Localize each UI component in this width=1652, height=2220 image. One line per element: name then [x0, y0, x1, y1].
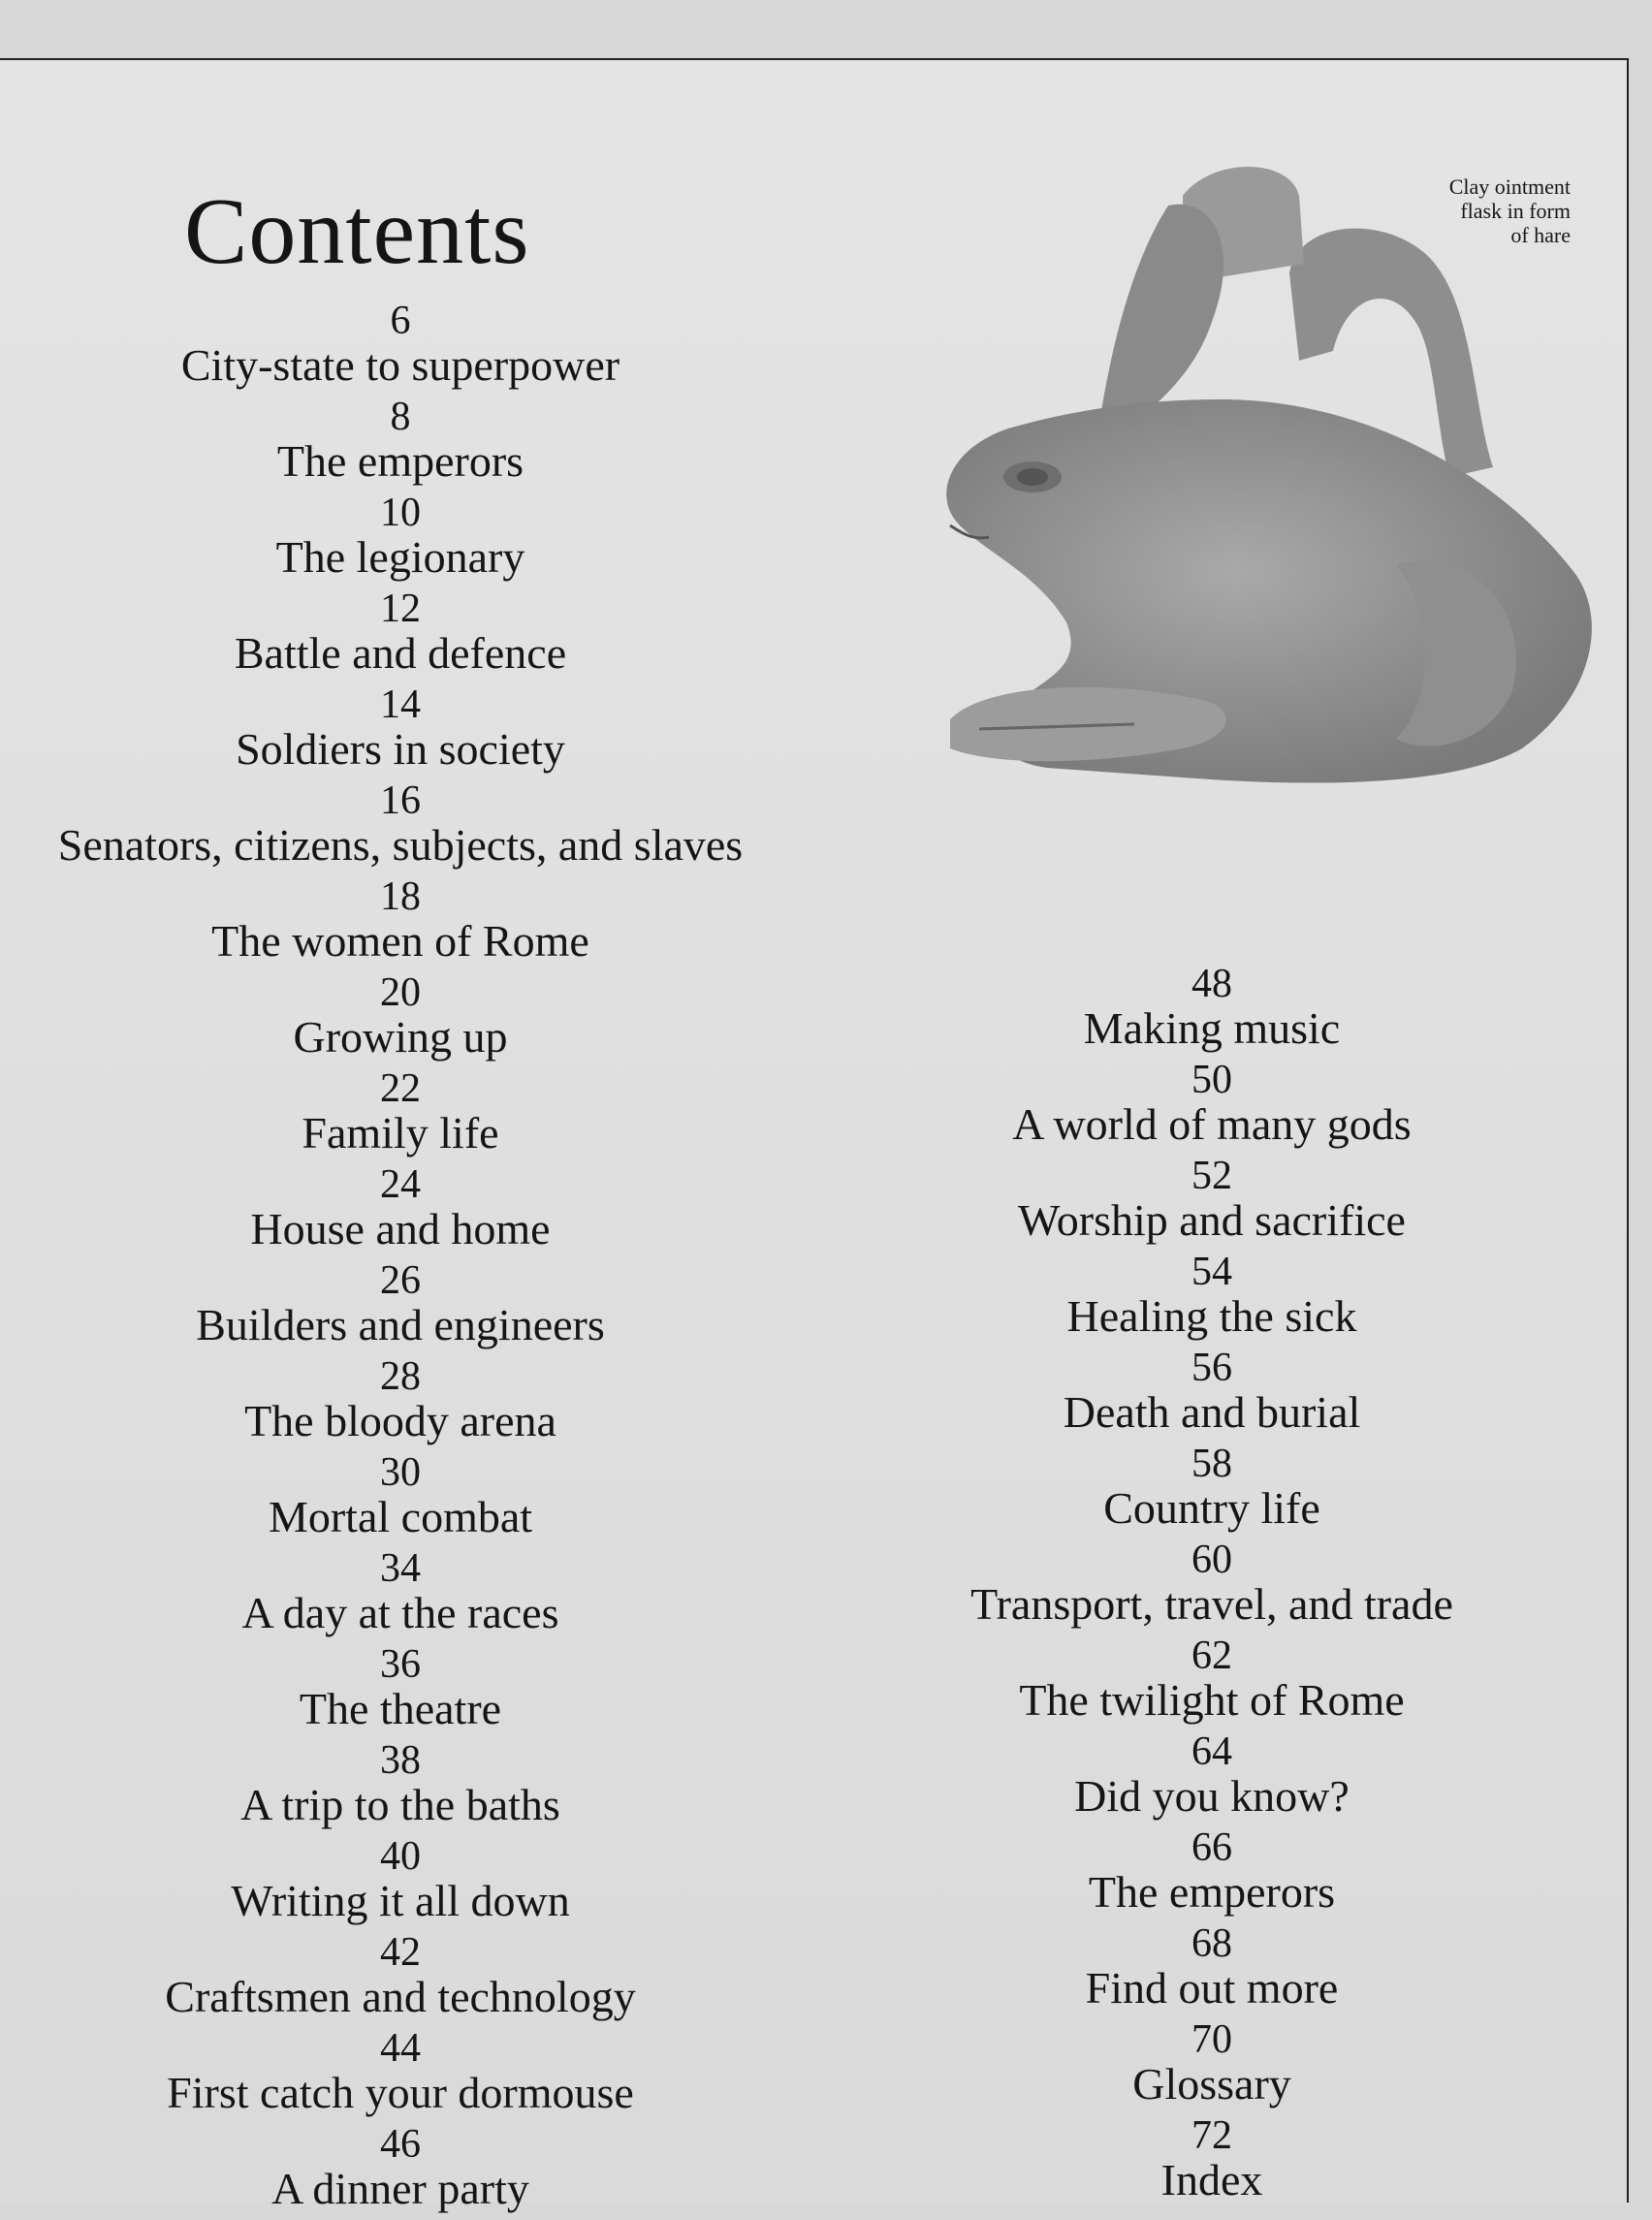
toc-entry — [0, 1452, 801, 1548]
toc-page-number: 10 — [380, 491, 421, 535]
toc-page-number: 46 — [380, 2122, 421, 2167]
toc-page-number: 40 — [380, 1834, 421, 1879]
toc-title: The legionary — [275, 532, 525, 582]
toc-page-number: 60 — [1191, 1538, 1232, 1582]
toc-entry — [0, 684, 801, 780]
toc-entry — [0, 1068, 801, 1164]
toc-entry — [868, 1923, 1556, 2019]
toc-page-number: 42 — [380, 1930, 421, 1975]
toc-entry — [868, 1827, 1556, 1923]
toc-title: Battle and defence — [234, 628, 567, 678]
toc-entry — [0, 1260, 801, 1356]
toc-title: Soldiers in society — [236, 724, 565, 774]
toc-page-number: 38 — [380, 1738, 421, 1783]
book-page — [0, 58, 1629, 2213]
toc-title: The emperors — [1088, 1867, 1336, 1917]
toc-entry — [0, 1836, 801, 1932]
toc-title: City-state to superpower — [180, 340, 620, 390]
toc-page-number: 44 — [380, 2026, 421, 2071]
toc-entry — [0, 2124, 801, 2220]
toc-title: Craftsmen and technology — [165, 1972, 636, 2021]
toc-page-number: 12 — [380, 587, 421, 631]
toc-title: Writing it all down — [231, 1876, 570, 1925]
toc-page-number: 66 — [1191, 1825, 1232, 1870]
toc-title: Growing up — [293, 1012, 508, 1062]
toc-page-number: 24 — [380, 1162, 421, 1207]
toc-page-number: 72 — [1191, 2113, 1232, 2158]
toc-entry — [868, 2115, 1556, 2211]
toc-title: First catch your dormouse — [167, 2068, 634, 2117]
toc-title: The women of Rome — [211, 916, 589, 966]
toc-title: Healing the sick — [1066, 1291, 1357, 1341]
toc-entry — [0, 1356, 801, 1452]
toc-title: Senators, citizens, subjects, and slaves — [57, 820, 744, 870]
toc-page-number: 58 — [1191, 1442, 1232, 1486]
toc-entry — [868, 1731, 1556, 1827]
toc-page-number: 6 — [390, 299, 411, 343]
toc-entry — [0, 2028, 801, 2124]
toc-page-number: 22 — [380, 1066, 421, 1111]
toc-title: Country life — [1103, 1483, 1320, 1533]
hare-flask-image — [892, 157, 1600, 797]
toc-page-number: 14 — [380, 682, 421, 727]
toc-entry — [0, 492, 801, 588]
toc-page-number: 68 — [1191, 1921, 1232, 1966]
toc-title: Family life — [302, 1108, 499, 1158]
toc-entry — [0, 1932, 801, 2028]
toc-page-number: 8 — [390, 395, 411, 439]
toc-page-number: 50 — [1191, 1058, 1232, 1102]
toc-entry — [0, 588, 801, 684]
toc-page-number: 64 — [1191, 1729, 1232, 1774]
toc-page-number: 18 — [380, 874, 421, 919]
toc-entry — [868, 964, 1556, 1060]
toc-page-number: 30 — [380, 1450, 421, 1495]
toc-entry — [0, 972, 801, 1068]
toc-page-number: 28 — [380, 1354, 421, 1399]
toc-entry — [868, 1443, 1556, 1539]
toc-title: Builders and engineers — [196, 1300, 605, 1349]
toc-entry — [868, 1060, 1556, 1156]
toc-entry — [0, 1164, 801, 1260]
toc-title: Death and burial — [1063, 1387, 1361, 1437]
toc-entry — [0, 876, 801, 972]
toc-page-number: 34 — [380, 1546, 421, 1591]
toc-title: House and home — [250, 1204, 551, 1253]
toc-page-number: 36 — [380, 1642, 421, 1687]
toc-page-number: 16 — [380, 778, 421, 823]
toc-title: Did you know? — [1074, 1771, 1350, 1821]
toc-title: The theatre — [299, 1684, 502, 1733]
toc-title: Mortal combat — [268, 1492, 533, 1541]
caption-line: Clay ointment — [1448, 174, 1571, 199]
page-title: Contents — [184, 179, 530, 284]
toc-entry — [0, 1740, 801, 1836]
toc-entry — [868, 1252, 1556, 1348]
toc-title: Glossary — [1132, 2059, 1291, 2109]
toc-page-number: 20 — [380, 970, 421, 1015]
toc-entry — [0, 1644, 801, 1740]
toc-entry — [0, 780, 801, 876]
toc-entry — [868, 1348, 1556, 1443]
toc-entry — [0, 396, 801, 492]
toc-page-number: 52 — [1191, 1154, 1232, 1198]
toc-title: A world of many gods — [1012, 1099, 1412, 1149]
toc-entry — [0, 301, 801, 396]
toc-page-number: 56 — [1191, 1346, 1232, 1390]
toc-page-number: 26 — [380, 1258, 421, 1303]
toc-page-number: 70 — [1191, 2017, 1232, 2062]
toc-left-column — [0, 301, 801, 2220]
toc-title: Making music — [1083, 1003, 1341, 1053]
toc-title: A dinner party — [271, 2164, 529, 2213]
toc-title: Index — [1160, 2155, 1263, 2204]
toc-page-number: 54 — [1191, 1250, 1232, 1294]
toc-page-number: 48 — [1191, 962, 1232, 1006]
toc-entry — [868, 1539, 1556, 1635]
toc-title: A day at the races — [241, 1588, 559, 1637]
toc-entry — [868, 1635, 1556, 1731]
toc-title: Transport, travel, and trade — [970, 1579, 1453, 1629]
toc-title: A trip to the baths — [240, 1780, 560, 1829]
toc-title: Find out more — [1085, 1963, 1339, 2013]
toc-title: The bloody arena — [244, 1396, 556, 1445]
toc-title: Worship and sacrifice — [1018, 1195, 1406, 1245]
toc-title: The twilight of Rome — [1019, 1675, 1405, 1725]
caption-line: of hare — [1510, 223, 1571, 247]
toc-page-number: 62 — [1191, 1633, 1232, 1678]
toc-entry — [0, 1548, 801, 1644]
toc-entry — [868, 2019, 1556, 2115]
toc-entry — [868, 1156, 1556, 1252]
toc-title: The emperors — [276, 436, 524, 486]
caption-line: flask in form — [1460, 199, 1571, 223]
toc-right-column — [868, 964, 1556, 2211]
